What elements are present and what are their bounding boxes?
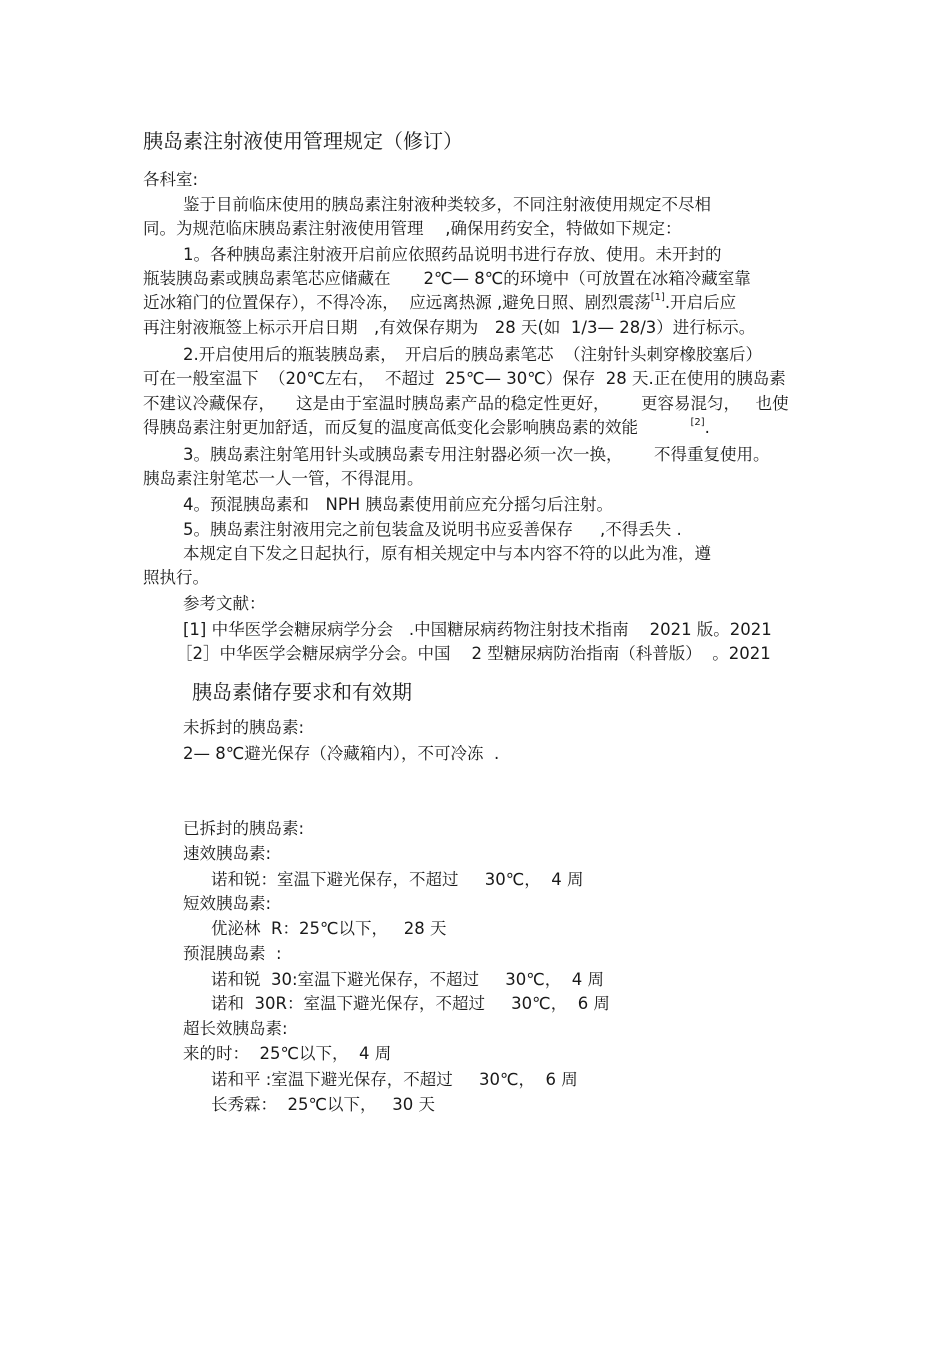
item-2-line-4-text: 得胰岛素注射更加舒适，而反复的温度高低变化会影响胰岛素的效能 (143, 418, 638, 437)
intro-line-2: 同。为规范临床胰岛素注射液使用管理 ,确保用药安全，特做如下规定： (143, 219, 682, 238)
citation-1: [1] (650, 292, 665, 303)
item-1-line-3 (143, 291, 736, 315)
item-2-line-1: 2.开启使用后的瓶装胰岛素， 开启后的胰岛素笔芯 （注射针头刺穿橡胶塞后） (183, 345, 762, 364)
unopened-value: 2— 8℃避光保存（冷藏箱内），不可冷冻 . (183, 744, 500, 763)
item-2-line-4-tail: . (704, 418, 710, 437)
rapid-item-1: 诺和锐：室温下避光保存，不超过 30℃， 4 周 (211, 870, 584, 889)
references-heading: 参考文献： (183, 594, 266, 613)
item-3-line-2: 胰岛素注射笔芯一人一管，不得混用。 (143, 469, 424, 488)
item-2-line-3: 不建议冷藏保存， 这是由于室温时胰岛素产品的稳定性更好， 更容易混匀， 也使 (143, 394, 789, 413)
intro-line-1: 鉴于目前临床使用的胰岛素注射液种类较多，不同注射液使用规定不尽相 (183, 195, 711, 214)
opened-label: 已拆封的胰岛素: (183, 819, 305, 838)
unopened-label: 未拆封的胰岛素: (183, 718, 305, 737)
item-1-line-3-text: 近冰箱门的位置保存），不得冷冻， 应远离热源 ,避免日照、剧烈震荡 (143, 293, 651, 312)
item-1-line-4: 再注射液瓶签上标示开启日期 ,有效保存期为 28 天(如 1/3— 28/3）进行标示。 (143, 318, 756, 337)
premix-item-2: 诺和 30R：室温下避光保存，不超过 30℃， 6 周 (211, 994, 610, 1013)
ultra-item-2: 长秀霖： 25℃以下， 30 天 (211, 1095, 435, 1114)
item-1-line-3-tail: .开启后应 (664, 293, 737, 312)
item-5: 5。胰岛素注射液用完之前包装盒及说明书应妥善保存 ,不得丢失 . (183, 520, 682, 539)
short-label: 短效胰岛素: (183, 894, 272, 913)
closing-line-2: 照执行。 (143, 568, 209, 587)
item-2-line-4 (143, 416, 710, 440)
ultra-label: 超长效胰岛素: (183, 1019, 288, 1038)
citation-2: [2] (690, 417, 705, 428)
item-1-line-2: 瓶装胰岛素或胰岛素笔芯应储藏在 2℃— 8℃的环境中（可放置在冰箱冷藏室靠 (143, 269, 751, 288)
short-item-1: 优泌林 R：25℃以下， 28 天 (211, 919, 447, 938)
salutation: 各科室: (143, 170, 199, 189)
premix-label: 预混胰岛素 : (183, 944, 282, 963)
document-title: 胰岛素注射液使用管理规定（修订） (143, 129, 463, 153)
item-4: 4。预混胰岛素和 NPH 胰岛素使用前应充分摇匀后注射。 (183, 495, 613, 514)
premix-item-1: 诺和锐 30:室温下避光保存，不超过 30℃， 4 周 (211, 970, 605, 989)
item-2-line-2: 可在一般室温下 （20℃左右， 不超过 25℃— 30℃）保存 28 天.正在使用的胰岛素 (143, 369, 786, 388)
rapid-label: 速效胰岛素: (183, 844, 272, 863)
reference-1: [1] 中华医学会糖尿病学分会 .中国糖尿病药物注射技术指南 2021 版。2021 (183, 620, 772, 639)
ultra-item-1: 诺和平 :室温下避光保存，不超过 30℃， 6 周 (211, 1070, 578, 1089)
ultra-item-0: 来的时： 25℃以下， 4 周 (183, 1044, 392, 1063)
item-3-line-1: 3。胰岛素注射笔用针头或胰岛素专用注射器必须一次一换， 不得重复使用。 (183, 445, 770, 464)
item-1-line-1: 1。各种胰岛素注射液开启前应依照药品说明书进行存放、使用。未开封的 (183, 245, 722, 264)
reference-2: ［2］中华医学会糖尿病学分会。中国 2 型糖尿病防治指南（科普版） 。2021 (176, 644, 771, 663)
storage-heading: 胰岛素储存要求和有效期 (192, 680, 412, 704)
closing-line-1: 本规定自下发之日起执行，原有相关规定中与本内容不符的以此为准，遵 (183, 544, 711, 563)
